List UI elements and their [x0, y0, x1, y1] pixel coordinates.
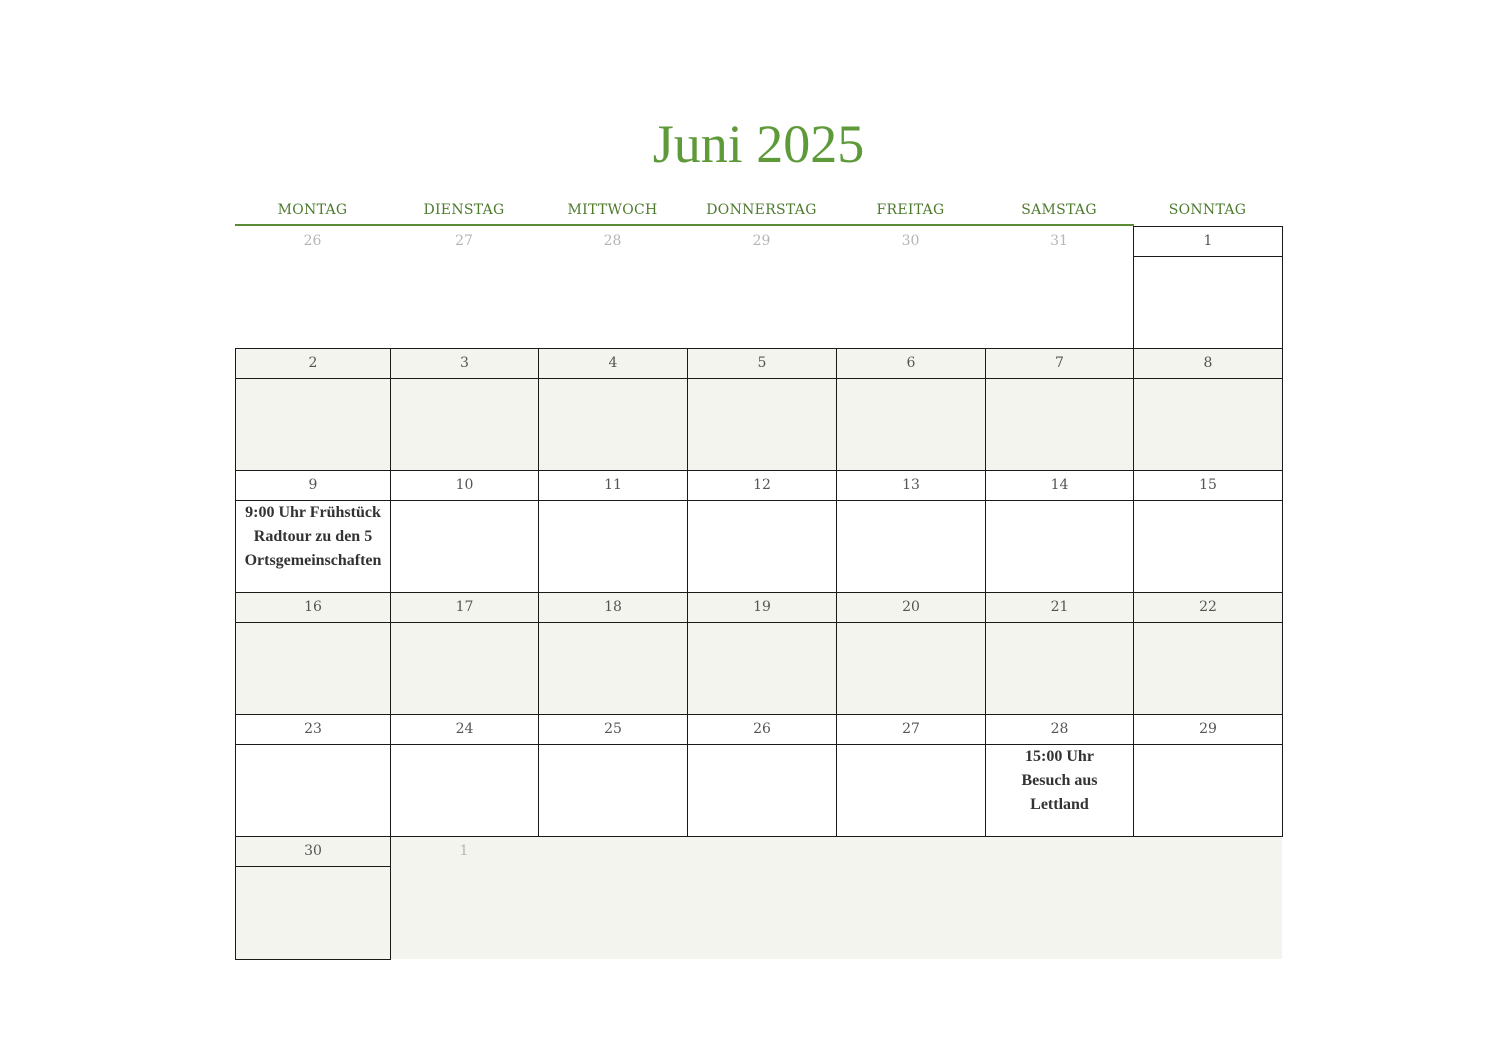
- day-cell[interactable]: [235, 470, 391, 593]
- day-cell[interactable]: [390, 470, 539, 593]
- day-number: 4: [539, 349, 687, 379]
- day-number: 27: [837, 715, 985, 745]
- day-number: 29: [752, 233, 771, 249]
- day-number: 19: [688, 593, 836, 623]
- day-cell[interactable]: [390, 348, 539, 471]
- weekday-label: MITTWOCH: [567, 202, 658, 218]
- day-cell-outside-month[interactable]: [390, 226, 538, 348]
- day-cell[interactable]: [235, 836, 391, 960]
- day-number: 1: [459, 843, 469, 859]
- day-cell[interactable]: [836, 714, 986, 837]
- day-number: 20: [837, 593, 985, 623]
- day-cell[interactable]: [1133, 348, 1283, 471]
- day-number: 12: [688, 471, 836, 501]
- day-cell[interactable]: [687, 348, 837, 471]
- day-number: 7: [986, 349, 1133, 379]
- day-number: 21: [986, 593, 1133, 623]
- day-cell[interactable]: [390, 714, 539, 837]
- day-cell-outside-month[interactable]: [235, 226, 390, 348]
- day-number: 3: [391, 349, 538, 379]
- day-number: 18: [539, 593, 687, 623]
- day-cell[interactable]: [235, 592, 391, 715]
- day-number: 14: [986, 471, 1133, 501]
- day-cell[interactable]: [538, 714, 688, 837]
- day-number: 22: [1134, 593, 1282, 623]
- event-note: 15:00 Uhr Besuch aus Lettland: [1021, 748, 1098, 813]
- day-number: 29: [1134, 715, 1282, 745]
- day-number: 25: [539, 715, 687, 745]
- day-number: 15: [1134, 471, 1282, 501]
- day-cell[interactable]: [1133, 592, 1283, 715]
- day-cell[interactable]: [235, 714, 391, 837]
- day-number: 27: [455, 233, 473, 249]
- day-number: 9: [236, 471, 390, 501]
- day-cell[interactable]: [985, 592, 1134, 715]
- day-cell[interactable]: [985, 470, 1134, 593]
- day-cell[interactable]: [836, 470, 986, 593]
- day-number: 5: [688, 349, 836, 379]
- day-cell[interactable]: [836, 348, 986, 471]
- day-cell[interactable]: [1133, 470, 1283, 593]
- day-cell[interactable]: [687, 470, 837, 593]
- day-cell[interactable]: [1133, 226, 1283, 349]
- day-cell[interactable]: [836, 592, 986, 715]
- day-cell-outside-month[interactable]: [390, 836, 538, 959]
- weekday-label: SAMSTAG: [1021, 202, 1097, 218]
- day-number: 16: [236, 593, 390, 623]
- day-cell[interactable]: [687, 592, 837, 715]
- day-cell-outside-month[interactable]: [985, 226, 1133, 348]
- day-number: 8: [1134, 349, 1282, 379]
- day-number: 26: [303, 233, 322, 249]
- day-number: 30: [901, 233, 920, 249]
- day-number: 28: [986, 715, 1133, 745]
- event-note: 9:00 Uhr Frühstück Radtour zu den 5 Ortsgemeinschaften: [244, 504, 382, 569]
- day-number: 6: [837, 349, 985, 379]
- weekday-label: MONTAG: [277, 202, 348, 218]
- day-cell[interactable]: [985, 348, 1134, 471]
- day-number: 30: [236, 837, 390, 867]
- weekday-header-row: [235, 198, 1282, 222]
- calendar-title: Juni 2025: [652, 114, 865, 174]
- day-number: 1: [1134, 227, 1282, 257]
- day-number: 24: [391, 715, 538, 745]
- day-number: 17: [391, 593, 538, 623]
- day-cell[interactable]: [390, 592, 539, 715]
- day-cell-outside-month[interactable]: [836, 226, 985, 348]
- day-number: 10: [391, 471, 538, 501]
- day-cell[interactable]: [985, 714, 1134, 837]
- day-cell[interactable]: [1133, 714, 1283, 837]
- day-number: 28: [603, 233, 622, 249]
- day-cell-outside-month[interactable]: [687, 226, 836, 348]
- day-cell[interactable]: [538, 348, 688, 471]
- day-cell-outside-month[interactable]: [538, 226, 687, 348]
- weekday-label: FREITAG: [876, 202, 945, 218]
- day-number: 11: [539, 471, 687, 501]
- day-number: 26: [688, 715, 836, 745]
- day-cell[interactable]: [687, 714, 837, 837]
- day-number: 23: [236, 715, 390, 745]
- day-cell[interactable]: [235, 348, 391, 471]
- day-number: 2: [236, 349, 390, 379]
- weekday-label: SONNTAG: [1168, 202, 1247, 218]
- day-number: 31: [1050, 233, 1068, 249]
- day-cell[interactable]: [538, 470, 688, 593]
- day-number: 13: [837, 471, 985, 501]
- weekday-label: DIENSTAG: [423, 202, 505, 218]
- weekday-label: DONNERSTAG: [706, 202, 817, 218]
- day-cell[interactable]: [538, 592, 688, 715]
